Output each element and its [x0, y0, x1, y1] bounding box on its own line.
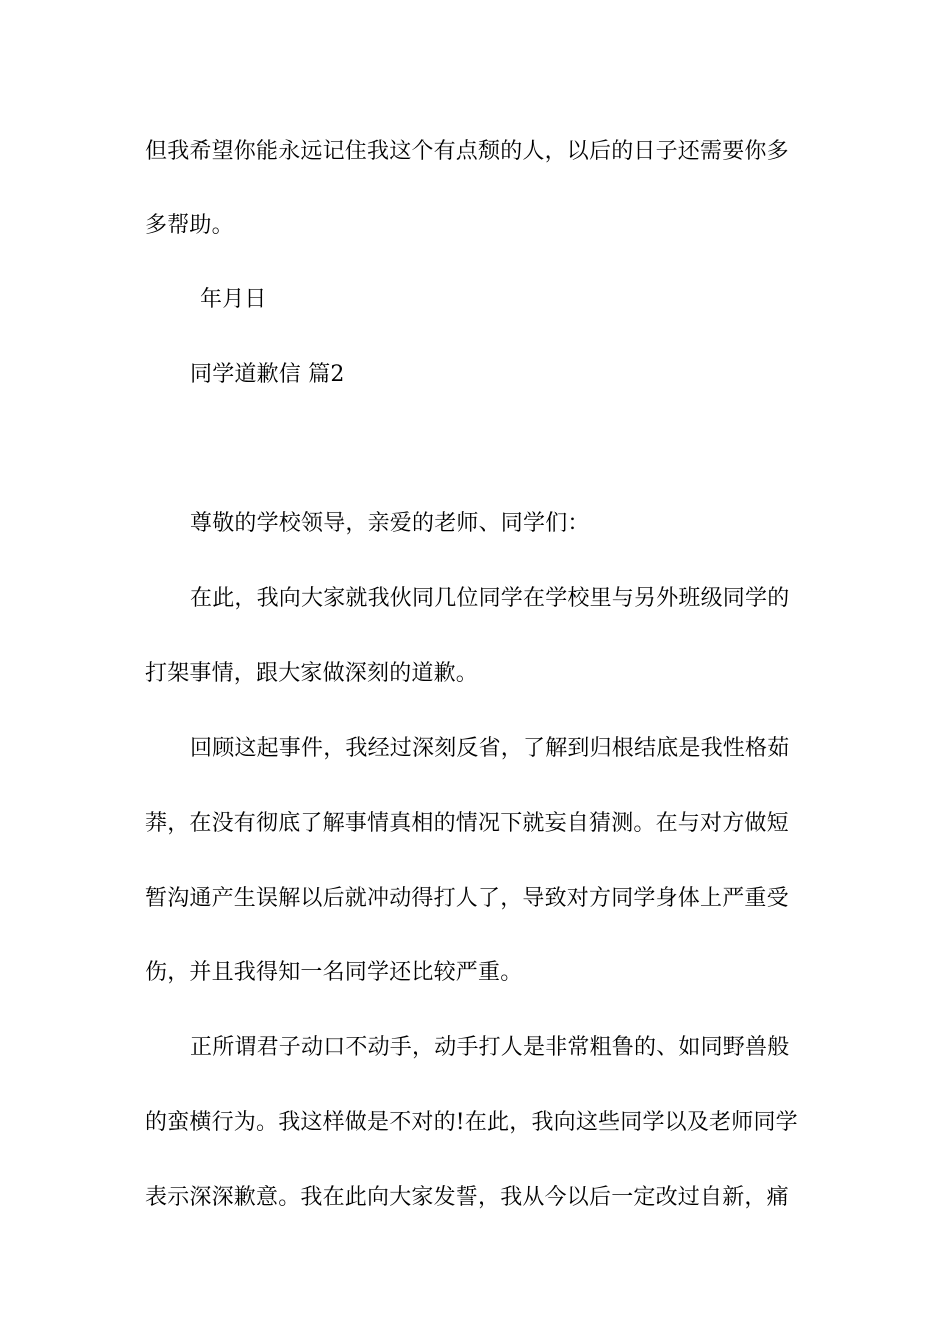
paragraph-line: 伤，并且我得知一名同学还比较严重。: [145, 960, 523, 985]
paragraph-line: 多帮助。: [145, 213, 234, 238]
paragraph-line: 在此，我向大家就我伙同几位同学在学校里与另外班级同学的: [190, 586, 790, 611]
paragraph-line: 打架事情，跟大家做深刻的道歉。: [145, 661, 479, 686]
paragraph-line: 的蛮横行为。我这样做是不对的!在此，我向这些同学以及老师同学: [145, 1110, 798, 1135]
paragraph-line: 但我希望你能永远记住我这个有点颓的人，以后的日子还需要你多: [145, 139, 789, 164]
section-heading: 同学道歉信 篇2: [190, 362, 345, 387]
paragraph-line: 正所谓君子动口不动手，动手打人是非常粗鲁的、如同野兽般: [190, 1035, 790, 1060]
paragraph-line: 暂沟通产生误解以后就冲动得打人了，导致对方同学身体上严重受: [145, 886, 789, 911]
salutation: 尊敬的学校领导，亲爱的老师、同学们：: [190, 511, 590, 536]
date-line: 年月日: [200, 287, 267, 312]
paragraph-line: 莽，在没有彻底了解事情真相的情况下就妄自猜测。在与对方做短: [145, 811, 789, 836]
paragraph-line: 表示深深歉意。我在此向大家发誓，我从今以后一定改过自新，痛: [145, 1185, 789, 1210]
paragraph-line: 回顾这起事件，我经过深刻反省，了解到归根结底是我性格茹: [190, 736, 790, 761]
